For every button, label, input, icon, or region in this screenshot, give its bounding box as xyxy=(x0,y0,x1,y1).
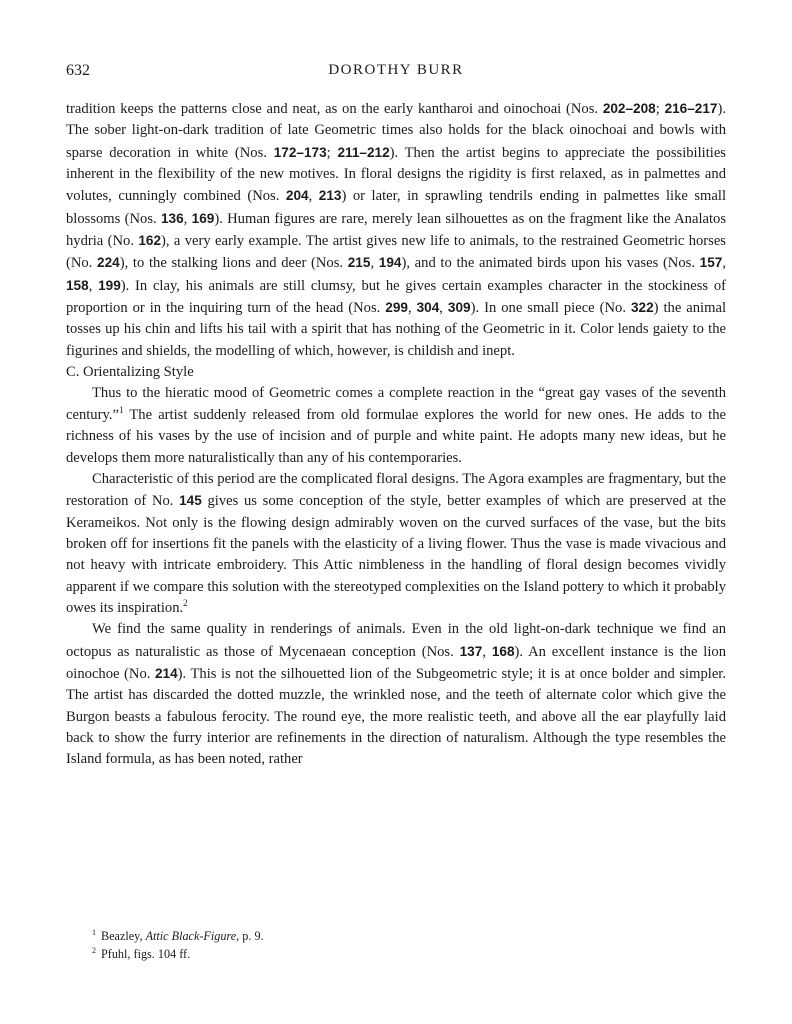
catalogue-ref: 136 xyxy=(160,210,184,226)
catalogue-ref: 162 xyxy=(138,233,162,249)
catalogue-ref: 137 xyxy=(459,643,483,659)
catalogue-ref: 215 xyxy=(347,255,371,271)
footnotes xyxy=(92,927,712,963)
page-number: 632 xyxy=(66,62,90,79)
catalogue-ref: 322 xyxy=(630,300,654,316)
catalogue-ref: 169 xyxy=(191,210,215,226)
catalogue-ref: 216–217 xyxy=(664,101,718,116)
paragraph-3: Characteristic of this period are the complicated floral designs. The Agora examples are fragmentary, but the restoration of No. 145 gives us some conception of the style, better examples of which are preserved at the Kerameikos. Not only is the flowing design admirably woven on the curved surfaces of the vase, but the bits broken off for insertions fit the panels with the elasticity of a living flower. Thus the vase is made vivacious and not heavy with intricate embroidery. This Attic nimbleness in the handling of floral design becomes vividly apparent if we compare this solution with the stereotyped complexities on the Island pottery to which it probably owes its inspiration.$^2$ xyxy=(66,470,726,616)
catalogue-ref: 172–173 xyxy=(273,144,327,160)
footnote-1: $^1$ Beazley, Attic Black-Figure, p. 9. xyxy=(92,927,264,943)
footnote-mark: 1 xyxy=(92,927,96,937)
footnote-mark: 2 xyxy=(92,945,96,955)
catalogue-ref: 304 xyxy=(416,300,440,316)
catalogue-ref: 157 xyxy=(699,255,723,271)
running-head xyxy=(66,62,726,86)
catalogue-ref: 158 xyxy=(66,277,89,293)
catalogue-ref: 224 xyxy=(97,255,120,271)
footnote-title: Attic Black-Figure xyxy=(145,929,237,943)
catalogue-ref: 211–212 xyxy=(337,144,390,160)
footnote-ref[interactable]: 1 xyxy=(118,404,124,415)
paragraph-2: Thus to the hieratic mood of Geometric comes a complete reaction in the “great gay vases of the seventh century.”$^1$ The artist suddenly released from old formulae explores the world for new ones. He adds to the richness of his vases by the use of incision and of purple and white paint. He adopts many new ideas, but he develops them more naturalistically than any of his contemporaries. xyxy=(66,385,726,466)
catalogue-ref: 199 xyxy=(98,277,121,293)
catalogue-ref: 213 xyxy=(318,188,342,204)
footnote-2: $^2$ Pfuhl, figs. 104 ff. xyxy=(92,945,191,961)
section-heading: C. Orientalizing Style xyxy=(66,364,194,381)
catalogue-ref: 309 xyxy=(447,300,471,316)
catalogue-ref: 194 xyxy=(378,255,402,271)
body-text xyxy=(66,98,726,771)
catalogue-ref: 145 xyxy=(179,493,202,509)
catalogue-ref: 168 xyxy=(491,643,515,659)
catalogue-ref: 214 xyxy=(154,665,178,681)
running-title: DOROTHY BURR xyxy=(328,62,464,78)
catalogue-ref: 202–208 xyxy=(602,101,656,116)
catalogue-ref: 299 xyxy=(385,300,408,316)
footnote-ref[interactable]: 2 xyxy=(183,598,188,609)
paragraph-4: We find the same quality in renderings of animals. Even in the old light-on-dark technique we find an octopus as naturalistic as those of Mycenaean conception (Nos. 137, 168). An excellent instance is the lion oinochoe (No. 214). This is not the silhouetted lion of the Subgeometric style; it is at once bolder and simpler. The artist has discarded the dotted muzzle, the wrinkled nose, and the teeth of alternate color which give the Burgon beasts a fabulous ferocity. The round eye, the more realistic teeth, and above all the ear playfully laid back to show the furry interior are refinements in the direction of naturalism. Although the type resembles the Island formula, as has been noted, rather xyxy=(66,621,726,768)
catalogue-ref: 204 xyxy=(285,188,309,204)
paragraph-1: tradition keeps the patterns close and neat, as on the early kantharoi and oinochoai (Nos. 202–208; 216–217). The sober light-on-dark tradition of late Geometric times also holds for the black oinochoai and bowls with sparse decoration in white (Nos. 172–173; 211–212). Then the artist begins to appreciate the possibilities inherent in the flexibility of the new motives. In floral designs the rigidity is first relaxed, as in palmettes and volutes, cunningly combined (Nos. 204, 213) or later, in sprawling tendrils ending in palmettes like small blossoms (Nos. 136, 169). Human figures are rare, merely lean silhouettes as on the fragment like the Analatos hydria (No. 162), a very early example. The artist gives new life to animals, to the restrained Geometric horses (No. 224), to the stalking lions and deer (Nos. 215, 194), and to the animated birds upon his vases (Nos. 157, 158, 199). In clay, his animals are still clumsy, but he gives certain examples character in the stockiness of proportion or in the inquiring turn of the head (Nos. 299, 304, 309). In one small piece (No. 322) the animal tosses up his chin and lifts his tail with a spirit that has nothing of the Geometric in it. Color lends gaiety to the figurines and shields, the modelling of which, however, is childish and inept. xyxy=(66,101,727,359)
